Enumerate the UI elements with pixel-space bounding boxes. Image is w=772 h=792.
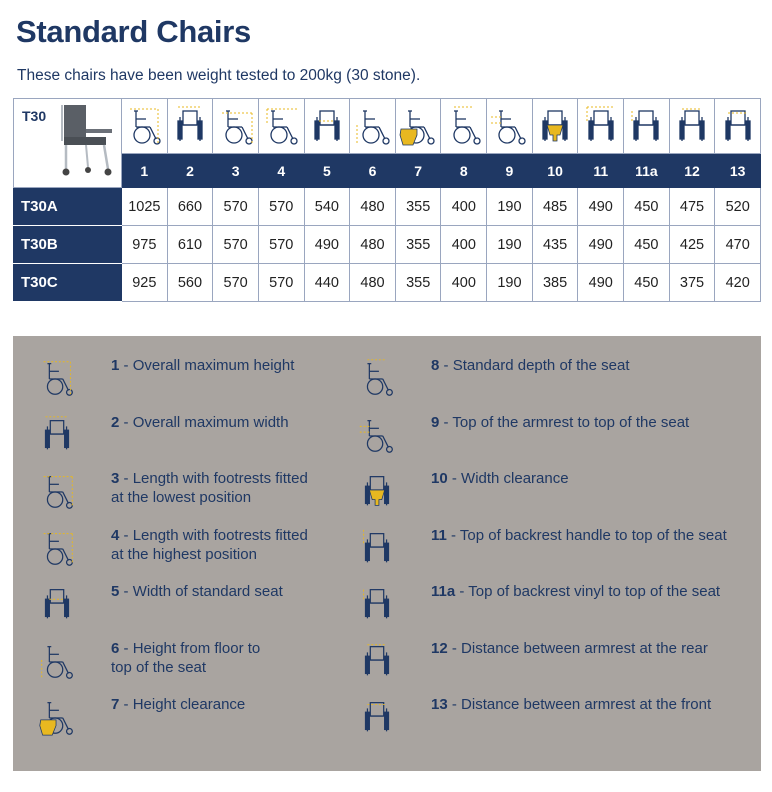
legend-separator: - [119, 470, 133, 487]
table-cell: 1025 [122, 188, 168, 226]
legend-text [111, 639, 371, 677]
legend-text [111, 526, 371, 564]
table-cell: 190 [487, 188, 533, 226]
col-header: 11a [624, 154, 670, 188]
table-row [14, 264, 761, 302]
legend-text [111, 356, 371, 375]
table-cell: 925 [122, 264, 168, 302]
table-cell: 610 [167, 226, 213, 264]
col-icon-5 [304, 99, 350, 154]
back-vinyl-icon [355, 582, 399, 626]
legend-separator: - [439, 357, 453, 374]
col-header: 5 [304, 154, 350, 188]
side-length-icon [35, 469, 79, 513]
legend-separator: - [119, 583, 133, 600]
legend-text [431, 356, 761, 375]
col-header: 11 [578, 154, 624, 188]
table-cell: 450 [624, 264, 670, 302]
legend-number: 3 [111, 470, 120, 487]
table-cell: 355 [395, 264, 441, 302]
legend-item [355, 356, 761, 400]
legend-separator: - [447, 470, 462, 487]
col-icon-12 [669, 99, 715, 154]
legend-text [431, 413, 761, 432]
height-clearance-icon [35, 695, 79, 739]
legend-text [431, 526, 761, 545]
rear-armrest-icon [355, 639, 399, 683]
col-icon-4 [258, 99, 304, 154]
legend-text [431, 469, 761, 488]
legend-item [35, 413, 371, 457]
width-clearance-icon [535, 103, 575, 149]
table-cell: 425 [669, 226, 715, 264]
legend-separator: - [119, 526, 133, 544]
table-cell: 490 [578, 264, 624, 302]
col-header: 9 [487, 154, 533, 188]
legend-description: Height clearance [132, 696, 246, 713]
legend-description: Length with footrests fitted [132, 470, 308, 487]
col-icon-8 [441, 99, 487, 154]
legend-description: Top of the armrest to top of the seat [452, 413, 690, 431]
legend-separator: - [119, 357, 133, 374]
table-cell: 400 [441, 264, 487, 302]
height-clearance-icon [398, 103, 438, 149]
legend-description: Width of standard seat [132, 583, 283, 600]
col-icon-11a [624, 99, 670, 154]
table-cell: 385 [532, 264, 578, 302]
legend-item [35, 582, 371, 626]
table-cell: 190 [487, 264, 533, 302]
legend-number: 12 [431, 639, 448, 657]
front-seat-icon [35, 582, 79, 626]
legend-number: 13 [431, 696, 448, 713]
legend-number: 2 [111, 413, 120, 431]
legend-description: Overall maximum height [132, 357, 295, 374]
legend-separator: - [447, 639, 462, 657]
legend-item [355, 413, 761, 457]
icon-row [14, 99, 761, 154]
legend-item [35, 356, 371, 400]
legend-text [431, 582, 761, 601]
col-icon-11 [578, 99, 624, 154]
side-armrest-icon [489, 103, 529, 149]
table-cell: 570 [258, 188, 304, 226]
side-seat-depth-icon [444, 103, 484, 149]
legend-description: Distance between armrest at the front [461, 696, 712, 713]
col-icon-9 [487, 99, 533, 154]
width-clearance-icon [355, 469, 399, 513]
table-row [14, 188, 761, 226]
legend-item [35, 469, 371, 513]
col-icon-3 [213, 99, 259, 154]
front-armrest-icon [355, 695, 399, 739]
back-handle-icon [581, 103, 621, 149]
legend-number: 11a [431, 583, 456, 600]
col-icon-2 [167, 99, 213, 154]
table-cell: 490 [578, 226, 624, 264]
side-height-icon [35, 356, 79, 400]
table-cell: 355 [395, 188, 441, 226]
legend-separator: - [455, 583, 469, 600]
legend-description: Width clearance [461, 470, 569, 487]
legend-description: Length with footrests fitted [132, 526, 308, 544]
table-cell: 485 [532, 188, 578, 226]
table-cell: 560 [167, 264, 213, 302]
legend-item [35, 639, 371, 683]
col-header: 7 [395, 154, 441, 188]
col-header: 4 [258, 154, 304, 188]
legend-description-cont: at the lowest position [111, 489, 252, 506]
legend-number: 10 [431, 470, 448, 487]
side-height-icon [124, 103, 164, 149]
legend-description: Top of backrest vinyl to top of the seat [468, 583, 721, 600]
legend-item [355, 526, 761, 570]
legend-number: 11 [431, 526, 447, 544]
table-cell: 570 [213, 226, 259, 264]
col-icon-1 [122, 99, 168, 154]
model-code: T30 [22, 108, 47, 124]
side-seat-depth-icon [355, 356, 399, 400]
side-seat-height-icon [35, 639, 79, 683]
table-cell: 420 [715, 264, 761, 302]
legend-item [35, 526, 371, 570]
legend-description: Standard depth of the seat [452, 357, 630, 374]
table-body [14, 188, 761, 302]
legend-panel [13, 336, 761, 771]
front-armrest-icon [718, 103, 758, 149]
legend-separator: - [119, 696, 133, 713]
legend-separator: - [119, 639, 133, 657]
legend-description-cont: at the highest position [111, 545, 257, 563]
col-header: 12 [669, 154, 715, 188]
side-length-icon [216, 103, 256, 149]
legend-description: Top of backrest handle to top of the seat [459, 526, 727, 544]
table-cell: 475 [669, 188, 715, 226]
table-cell: 570 [258, 264, 304, 302]
table-cell: 490 [304, 226, 350, 264]
table-cell: 570 [213, 264, 259, 302]
col-header: 6 [350, 154, 396, 188]
legend-number: 5 [111, 583, 120, 600]
legend-text [431, 695, 761, 714]
table-cell: 490 [578, 188, 624, 226]
legend-number: 6 [111, 639, 120, 657]
legend-number: 9 [431, 413, 440, 431]
table-cell: 190 [487, 226, 533, 264]
legend-separator: - [446, 526, 460, 544]
side-length-icon [35, 526, 79, 570]
legend-text [111, 695, 371, 714]
col-icon-6 [350, 99, 396, 154]
legend-separator: - [439, 413, 453, 431]
col-header: 1 [122, 154, 168, 188]
rear-armrest-icon [672, 103, 712, 149]
commode-chair-photo-icon [58, 101, 120, 177]
col-header: 13 [715, 154, 761, 188]
table-row [14, 226, 761, 264]
front-width-icon [170, 103, 210, 149]
col-icon-7 [395, 99, 441, 154]
page-title: Standard Chairs [16, 14, 251, 49]
legend-item [355, 639, 761, 683]
legend-text [111, 582, 371, 601]
legend-separator: - [119, 413, 133, 431]
legend-description: Overall maximum width [132, 413, 289, 431]
table-cell: 450 [624, 188, 670, 226]
side-seat-height-icon [353, 103, 393, 149]
col-icon-10 [532, 99, 578, 154]
front-seat-icon [307, 103, 347, 149]
back-vinyl-icon [626, 103, 666, 149]
col-header: 10 [532, 154, 578, 188]
legend-text [111, 413, 371, 432]
back-handle-icon [355, 526, 399, 570]
table-cell: 520 [715, 188, 761, 226]
table-cell: 480 [350, 226, 396, 264]
col-header: 2 [167, 154, 213, 188]
legend-description: Height from floor to [132, 639, 261, 657]
row-label: T30C [14, 264, 122, 302]
table-cell: 570 [258, 226, 304, 264]
side-length-icon [261, 103, 301, 149]
col-icon-13 [715, 99, 761, 154]
legend-number: 4 [111, 526, 120, 544]
table-cell: 540 [304, 188, 350, 226]
legend-item [355, 695, 761, 739]
col-header: 3 [213, 154, 259, 188]
legend-item [35, 695, 371, 739]
legend-number: 1 [111, 357, 120, 374]
table-cell: 450 [624, 226, 670, 264]
table-cell: 435 [532, 226, 578, 264]
table-cell: 660 [167, 188, 213, 226]
table-cell: 470 [715, 226, 761, 264]
row-label: T30A [14, 188, 122, 226]
table-cell: 400 [441, 188, 487, 226]
page-subtitle: These chairs have been weight tested to 200kg (30 stone). [17, 67, 421, 84]
table-cell: 400 [441, 226, 487, 264]
table-cell: 975 [122, 226, 168, 264]
legend-text [111, 469, 371, 507]
table-cell: 570 [213, 188, 259, 226]
legend-description: Distance between armrest at the rear [461, 639, 708, 657]
front-width-icon [35, 413, 79, 457]
column-number-row [14, 154, 761, 188]
legend-description-cont: top of the seat [111, 658, 207, 676]
side-armrest-icon [355, 413, 399, 457]
table-cell: 480 [350, 264, 396, 302]
legend-number: 8 [431, 357, 440, 374]
table-cell: 375 [669, 264, 715, 302]
table-cell: 355 [395, 226, 441, 264]
table-cell: 480 [350, 188, 396, 226]
legend-text [431, 639, 761, 658]
legend-item [355, 469, 761, 513]
col-header: 8 [441, 154, 487, 188]
legend-number: 7 [111, 696, 120, 713]
legend-separator: - [447, 696, 462, 713]
row-label: T30B [14, 226, 122, 264]
legend-item [355, 582, 761, 626]
model-header-cell [14, 99, 122, 188]
spec-table [13, 98, 761, 302]
table-cell: 440 [304, 264, 350, 302]
